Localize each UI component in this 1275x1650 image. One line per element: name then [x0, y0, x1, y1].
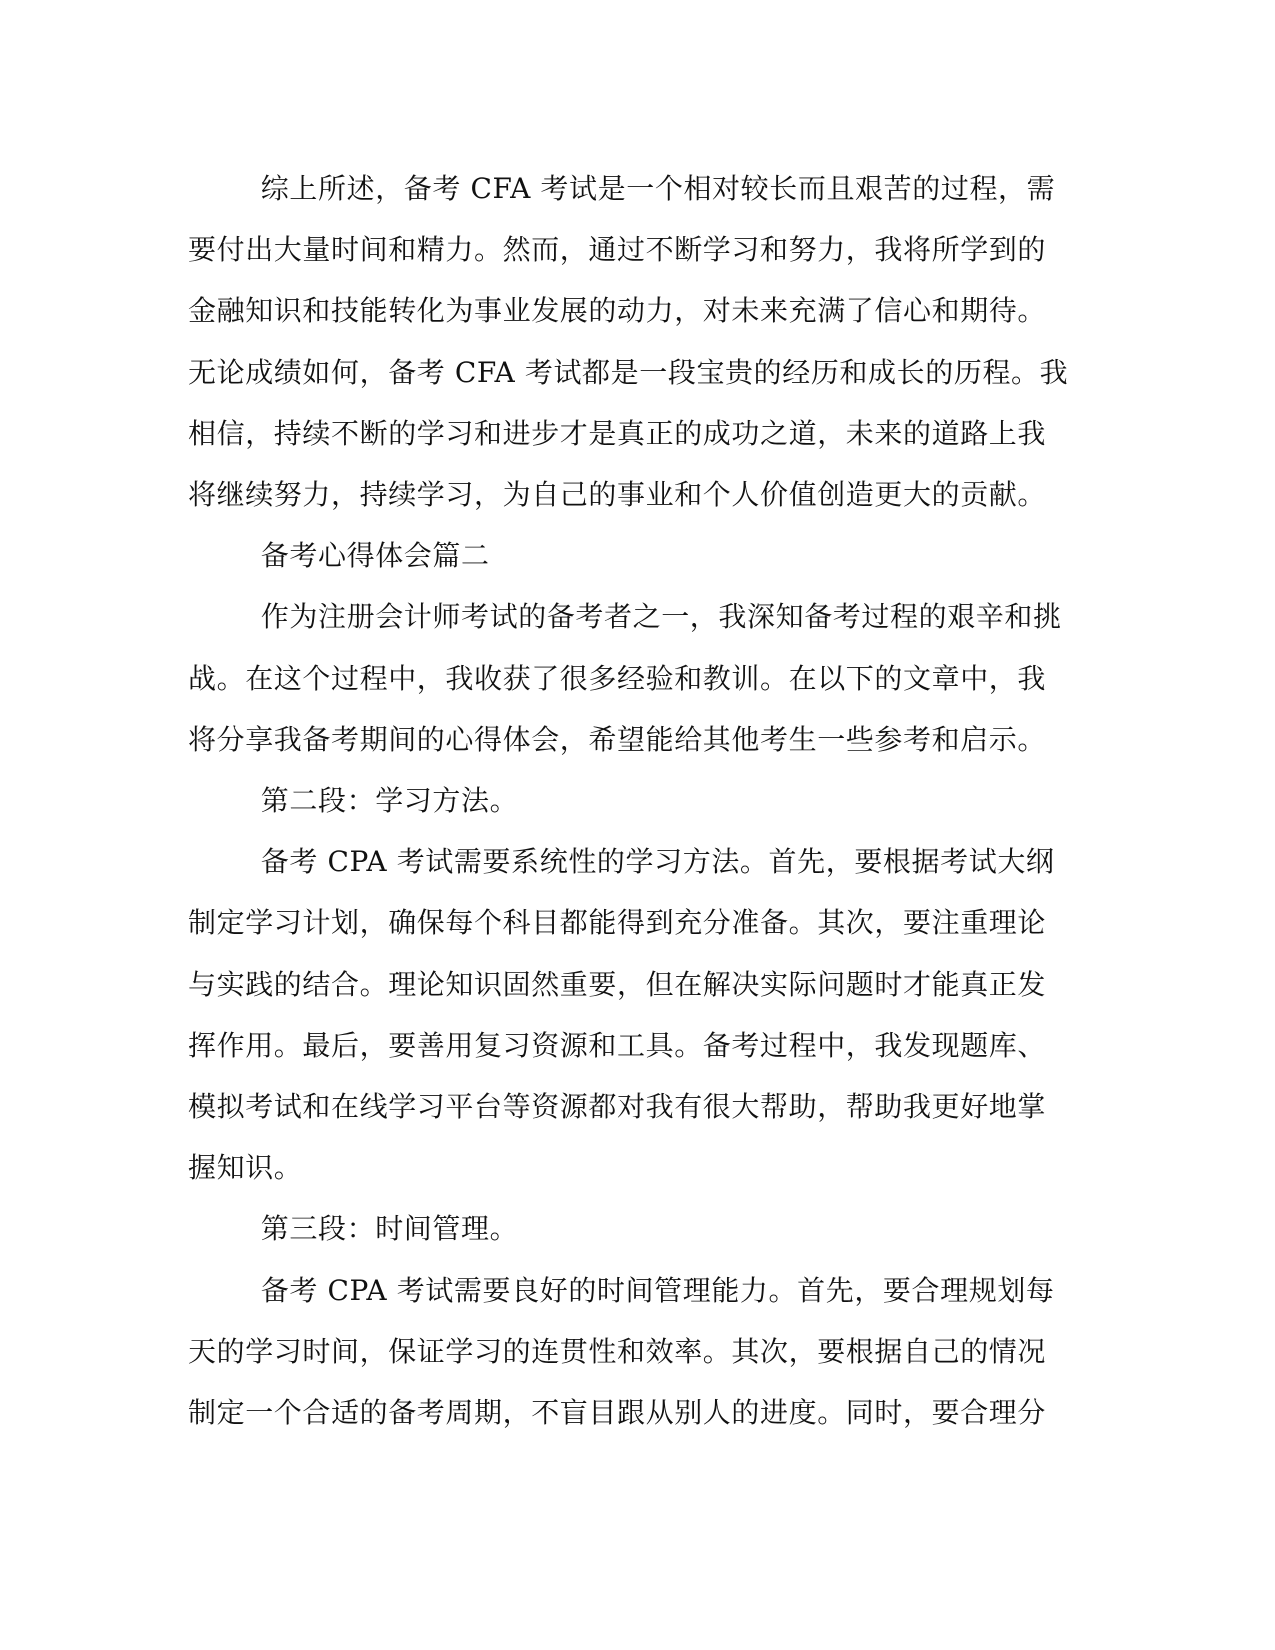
paragraph-intro: 作为注册会计师考试的备考者之一，我深知备考过程的艰辛和挑战。在这个过程中，我收获了很多经验和教训。在以下的文章中，我将分享我备考期间的心得体会，希望能给其他考生一些参考和启示。: [188, 600, 1062, 756]
paragraph-conclusion: 综上所述，备考 CFA 考试是一个相对较长而且艰苦的过程，需要付出大量时间和精力。然而，通过不断学习和努力，我将所学到的金融知识和技能转化为事业发展的动力，对未来充满了信心和期待。无论成绩如何，备考 CFA 考试都是一段宝贵的经历和成长的历程。我相信，持续不断的学习和进步才是真正的成功之道，未来的道路上我将继续努力，持续学习，为自己的事业和个人价值创造更大的贡献。: [188, 172, 1069, 512]
heading-section-three: 第三段：时间管理。: [260, 1212, 519, 1246]
paragraph-section-two: 备考 CPA 考试需要系统性的学习方法。首先，要根据考试大纲制定学习计划，确保每个科目都能得到充分准备。其次，要注重理论与实践的结合。理论知识固然重要，但在解决实际问题时才能真正发挥作用。最后，要善用复习资源和工具。备考过程中，我发现题库、模拟考试和在线学习平台等资源都对我有很大帮助，帮助我更好地掌握知识。: [188, 845, 1055, 1185]
document-body: [188, 158, 1073, 1443]
heading-article-two: 备考心得体会篇二: [260, 539, 490, 573]
paragraph-section-three: 备考 CPA 考试需要良好的时间管理能力。首先，要合理规划每天的学习时间，保证学习的连贯性和效率。其次，要根据自己的情况制定一个合适的备考周期，不盲目跟从别人的进度。同时，要合理分: [188, 1273, 1055, 1430]
heading-section-two: 第二段：学习方法。: [260, 784, 519, 818]
